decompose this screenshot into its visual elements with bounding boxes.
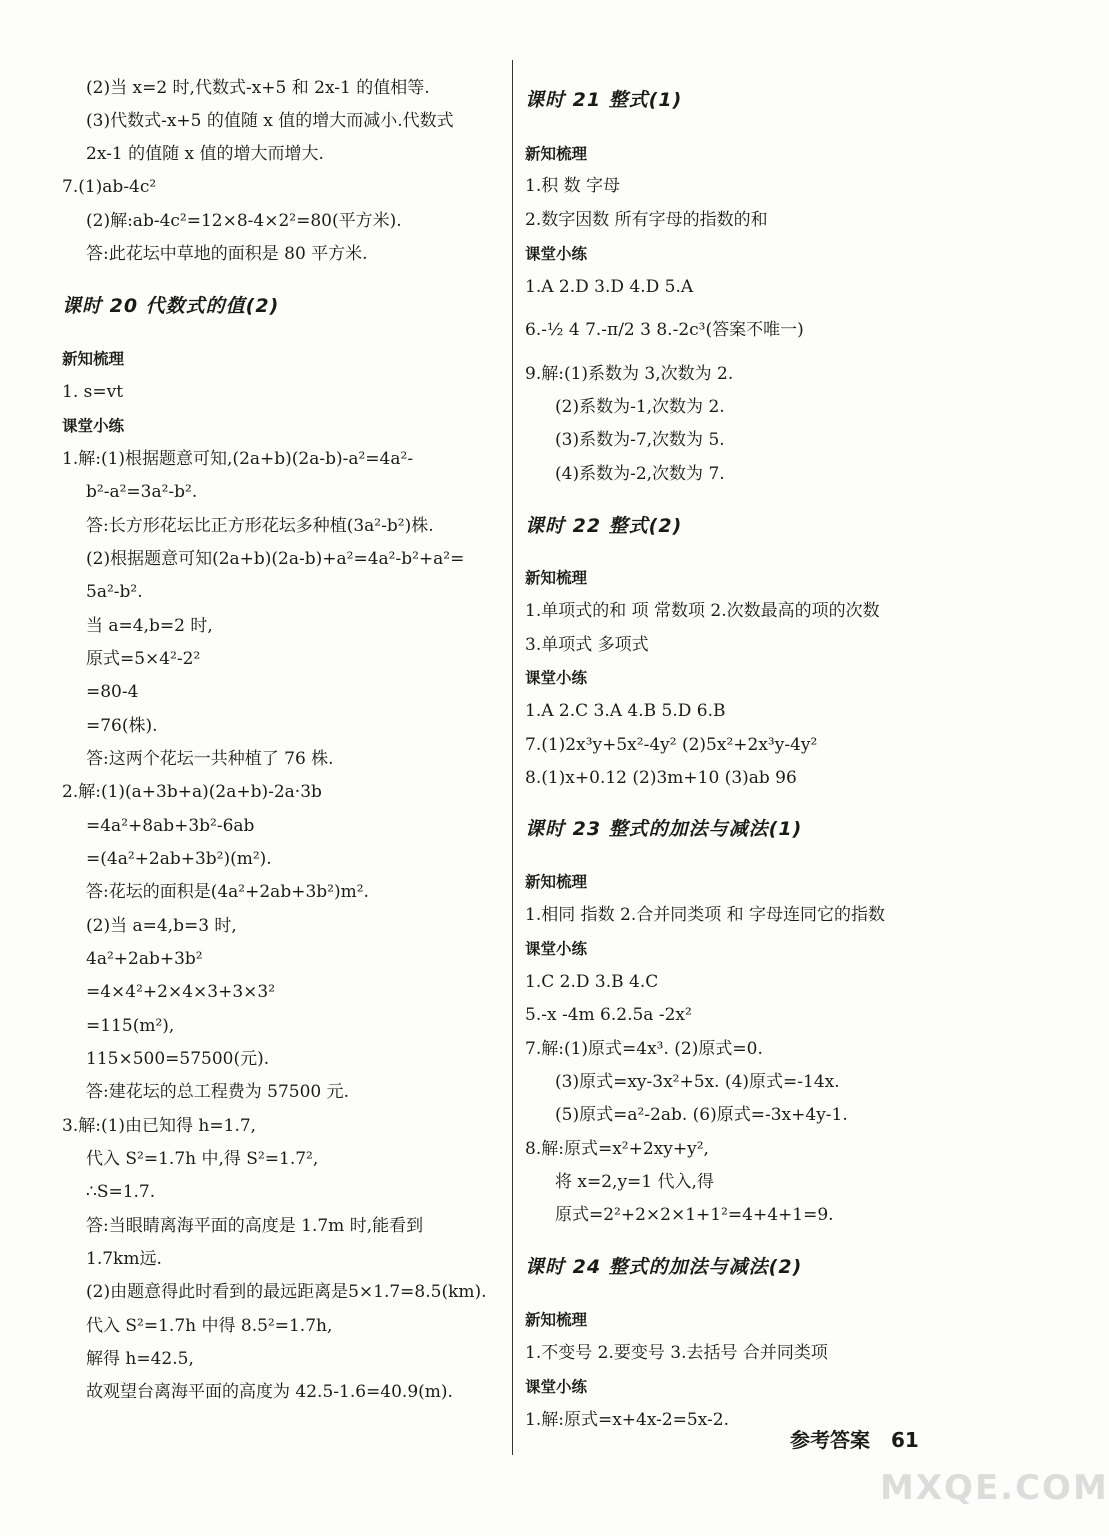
answer-line: 5a²-b². <box>86 582 143 602</box>
answer-line: 8.解:原式=x²+2xy+y², <box>525 1139 709 1159</box>
answer-line: 解得 h=42.5, <box>86 1349 194 1369</box>
answer-line: (3)代数式-x+5 的值随 x 值的增大而减小.代数式 <box>86 111 454 131</box>
answer-line: 1.解:(1)根据题意可知,(2a+b)(2a-b)-a²=4a²- <box>62 449 414 469</box>
answer-line: 答:长方形花坛比正方形花坛多种植(3a²-b²)株. <box>86 516 434 536</box>
section-heading: 课堂小练 <box>525 940 588 958</box>
answer-line: (2)当 x=2 时,代数式-x+5 和 2x-1 的值相等. <box>86 78 430 98</box>
footer-label: 参考答案 <box>790 1428 870 1452</box>
answer-line: 1.解:原式=x+4x-2=5x-2. <box>525 1410 729 1430</box>
lesson-heading: 课时 21 整式(1) <box>525 89 683 111</box>
answer-line: (2)系数为-1,次数为 2. <box>555 397 725 417</box>
answer-line: (2)解:ab-4c²=12×8-4×2²=80(平方米). <box>86 211 402 231</box>
answer-line: ∴S=1.7. <box>86 1182 156 1202</box>
answer-line: =4a²+8ab+3b²-6ab <box>86 816 255 836</box>
page-footer <box>790 1424 919 1453</box>
answer-line: 7.(1)ab-4c² <box>62 177 157 197</box>
lesson-heading: 课时 23 整式的加法与减法(1) <box>525 818 803 840</box>
watermark: MXQE.COM <box>880 1468 1109 1508</box>
answer-line: b²-a²=3a²-b². <box>86 482 198 502</box>
answer-line: 2.解:(1)(a+3b+a)(2a+b)-2a·3b <box>62 782 322 802</box>
answer-line: 1.7km远. <box>86 1249 162 1269</box>
section-heading: 课堂小练 <box>62 417 125 435</box>
section-heading: 新知梳理 <box>525 1311 588 1329</box>
section-heading: 课堂小练 <box>525 245 588 263</box>
answer-line: 1.相同 指数 2.合并同类项 和 字母连同它的指数 <box>525 905 886 925</box>
answer-line: 原式=2²+2×2×1+1²=4+4+1=9. <box>555 1205 834 1225</box>
lesson-heading: 课时 24 整式的加法与减法(2) <box>525 1256 803 1278</box>
section-heading: 新知梳理 <box>525 569 588 587</box>
section-heading: 新知梳理 <box>525 873 588 891</box>
page-number: 61 <box>890 1428 919 1452</box>
answer-line: 9.解:(1)系数为 3,次数为 2. <box>525 364 734 384</box>
answer-line: 当 a=4,b=2 时, <box>86 616 213 636</box>
answer-line: =(4a²+2ab+3b²)(m²). <box>86 849 272 869</box>
answer-line: 7.(1)2x³y+5x²-4y² (2)5x²+2x³y-4y² <box>525 735 818 755</box>
answer-line: 代入 S²=1.7h 中,得 S²=1.7², <box>86 1149 319 1169</box>
answer-line: 7.解:(1)原式=4x³. (2)原式=0. <box>525 1039 763 1059</box>
answer-line: 答:花坛的面积是(4a²+2ab+3b²)m². <box>86 882 369 902</box>
answer-line: 答:这两个花坛一共种植了 76 株. <box>86 749 334 769</box>
answer-line: (5)原式=a²-2ab. (6)原式=-3x+4y-1. <box>555 1105 848 1125</box>
answer-line: 3.单项式 多项式 <box>525 635 649 655</box>
answer-line: 1.积 数 字母 <box>525 176 621 196</box>
answer-line: =4×4²+2×4×3+3×3² <box>86 982 276 1002</box>
answer-line: =115(m²), <box>86 1016 175 1036</box>
answer-line: =80-4 <box>86 682 139 702</box>
answer-line: 故观望台离海平面的高度为 42.5-1.6=40.9(m). <box>86 1382 453 1402</box>
section-heading: 课堂小练 <box>525 1378 588 1396</box>
answer-line: 原式=5×4²-2² <box>86 649 201 669</box>
section-heading: 新知梳理 <box>525 145 588 163</box>
answer-line: 1.A 2.D 3.D 4.D 5.A <box>525 277 694 297</box>
answer-line: (2)当 a=4,b=3 时, <box>86 916 237 936</box>
answer-line: (4)系数为-2,次数为 7. <box>555 464 725 484</box>
answer-line: (2)由题意得此时看到的最远距离是5×1.7=8.5(km). <box>86 1282 487 1302</box>
column-divider <box>512 60 513 1455</box>
answer-line: 答:当眼睛离海平面的高度是 1.7m 时,能看到 <box>86 1216 424 1236</box>
answer-line: 6.-½ 4 7.-π/2 3 8.-2c³(答案不唯一) <box>525 320 804 340</box>
answer-line: 答:此花坛中草地的面积是 80 平方米. <box>86 244 368 264</box>
answer-line: 115×500=57500(元). <box>86 1049 270 1069</box>
answer-line: 5.-x -4m 6.2.5a -2x² <box>525 1005 692 1025</box>
section-heading: 新知梳理 <box>62 350 125 368</box>
answer-line: (2)根据题意可知(2a+b)(2a-b)+a²=4a²-b²+a²= <box>86 549 465 569</box>
answer-line: 答:建花坛的总工程费为 57500 元. <box>86 1082 350 1102</box>
answer-line: 8.(1)x+0.12 (2)3m+10 (3)ab 96 <box>525 768 797 788</box>
answer-line: (3)原式=xy-3x²+5x. (4)原式=-14x. <box>555 1072 840 1092</box>
answer-line: 3.解:(1)由已知得 h=1.7, <box>62 1116 257 1136</box>
section-heading: 课堂小练 <box>525 669 588 687</box>
lesson-heading: 课时 22 整式(2) <box>525 515 683 537</box>
answer-line: 1.A 2.C 3.A 4.B 5.D 6.B <box>525 701 726 721</box>
answer-line: 2x-1 的值随 x 值的增大而增大. <box>86 144 324 164</box>
answer-line: 1. s=vt <box>62 382 124 402</box>
answer-line: =76(株). <box>86 716 158 736</box>
answer-line: 4a²+2ab+3b² <box>86 949 203 969</box>
answer-line: 2.数字因数 所有字母的指数的和 <box>525 210 768 230</box>
lesson-heading: 课时 20 代数式的值(2) <box>62 295 280 317</box>
answer-line: 代入 S²=1.7h 中得 8.5²=1.7h, <box>86 1316 333 1336</box>
answer-line: 将 x=2,y=1 代入,得 <box>555 1172 714 1192</box>
answer-line: (3)系数为-7,次数为 5. <box>555 430 725 450</box>
answer-line: 1.单项式的和 项 常数项 2.次数最高的项的次数 <box>525 601 880 621</box>
answer-line: 1.C 2.D 3.B 4.C <box>525 972 659 992</box>
answer-line: 1.不变号 2.要变号 3.去括号 合并同类项 <box>525 1343 828 1363</box>
